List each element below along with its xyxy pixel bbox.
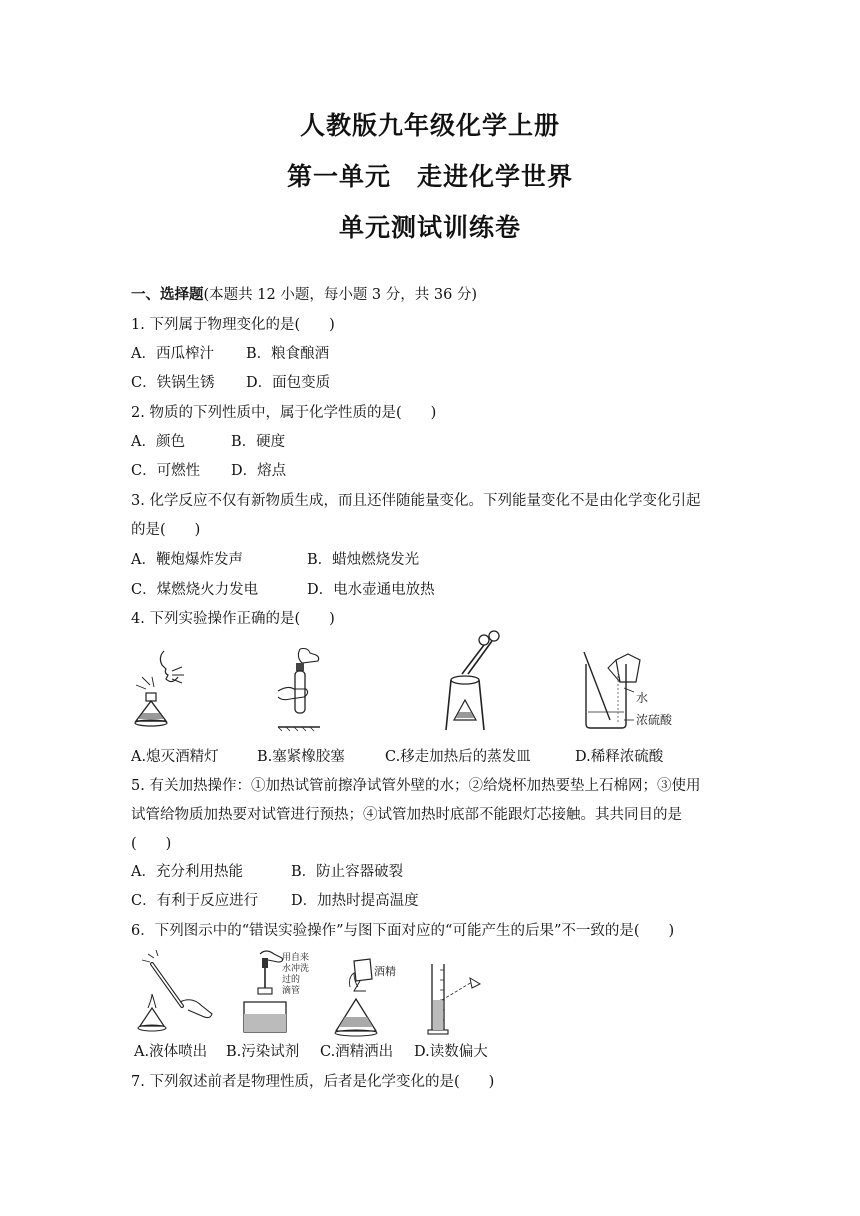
q3-stem-line1: 3. 化学反应不仅有新物质生成，而且还伴随能量变化。下列能量变化不是由化学变化引起 [131,493,701,509]
q1-option-d: D．面包变质 [246,375,331,391]
q2-option-a: A．颜色 [131,434,185,450]
q6-figure-a-liquid-spray [130,952,220,1034]
q6-figure-d-cylinder-reading [424,960,504,1040]
q4-figure-d-water-label: 水 [636,691,649,705]
q4-option-b: B.塞紧橡胶塞 [257,749,345,765]
q5-stem-line2: 试管给物质加热要对试管进行预热；④试管加热时底部不能跟灯芯接触。其共同目的是 [131,807,682,823]
q4-figure-b-stopper [270,645,340,735]
q6-figure-b-note-2: 水冲洗 [282,964,310,974]
q1-option-a: A．西瓜榨汁 [131,346,214,362]
q6-option-a: A.液体喷出 [134,1044,208,1060]
q6-figure-c-alcohol-label: 酒精 [374,965,396,978]
q3-option-c: C．煤燃烧火力发电 [131,582,259,598]
q6-option-c: C.酒精洒出 [320,1044,394,1060]
q2-stem: 2. 物质的下列性质中，属于化学性质的是( ) [131,405,437,421]
q3-stem-line2: 的是( ) [131,522,201,538]
q6-stem: 6．下列图示中的“错误实验操作”与图下面对应的“可能产生的后果”不一致的是( ) [131,923,675,939]
q4-figure-d-dilute-acid [578,652,688,734]
q5-option-b: B．防止容器破裂 [291,864,404,880]
q6-option-b: B.污染试剂 [226,1044,300,1060]
q5-option-a: A．充分利用热能 [131,864,243,880]
q1-stem: 1. 下列属于物理变化的是( ) [131,317,335,333]
q6-figure-b-note-1: 用自来 [282,953,310,963]
q2-option-d: D．熔点 [231,463,287,479]
q4-option-c: C.移走加热后的蒸发皿 [385,749,531,765]
q4-option-a: A.熄灭酒精灯 [131,749,219,765]
q5-stem-line3: ( ) [131,836,172,852]
q2-option-b: B．硬度 [231,434,286,450]
section-heading [131,283,477,304]
q4-figure-d-acid-label: 浓硫酸 [636,713,673,727]
q4-stem: 4. 下列实验操作正确的是( ) [131,611,335,627]
q4-figure-a-extinguish-lamp [126,645,196,735]
q1-option-c: C．铁锅生锈 [131,375,215,391]
q5-stem-line1: 5. 有关加热操作：①加热试管前擦净试管外壁的水；②给烧杯加热要垫上石棉网；③使用 [131,778,701,794]
q6-figure-c-alcohol-spill [330,955,410,1037]
q4-option-d: D.稀释浓硫酸 [575,749,664,765]
q7-stem: 7. 下列叙述前者是物理性质，后者是化学变化的是( ) [131,1074,495,1090]
q4-figure-c-evaporating-dish [440,630,510,735]
q2-option-c: C．可燃性 [131,463,201,479]
q5-option-d: D．加热时提高温度 [291,893,419,909]
doc-subtitle-unit: 第一单元 走进化学世界 [286,162,573,191]
q6-figure-b-note-4: 滴管 [282,986,301,996]
section-note: (本题共 12 小题，每小题 3 分，共 36 分) [203,287,478,303]
q5-option-c: C．有利于反应进行 [131,893,259,909]
q6-figure-b-note-3: 过的 [282,975,301,985]
q6-figure-b-dropper [238,948,318,1038]
doc-title: 人教版九年级化学上册 [299,111,560,140]
section-title: 一、选择题 [131,287,204,303]
q3-option-b: B．蜡烛燃烧发光 [307,552,420,568]
q1-option-b: B．粮食酿酒 [246,346,330,362]
q6-option-d: D.读数偏大 [414,1044,488,1060]
doc-subtitle-test: 单元测试训练卷 [338,213,521,242]
q3-option-a: A．鞭炮爆炸发声 [131,552,243,568]
q3-option-d: D．电水壶通电放热 [307,582,435,598]
